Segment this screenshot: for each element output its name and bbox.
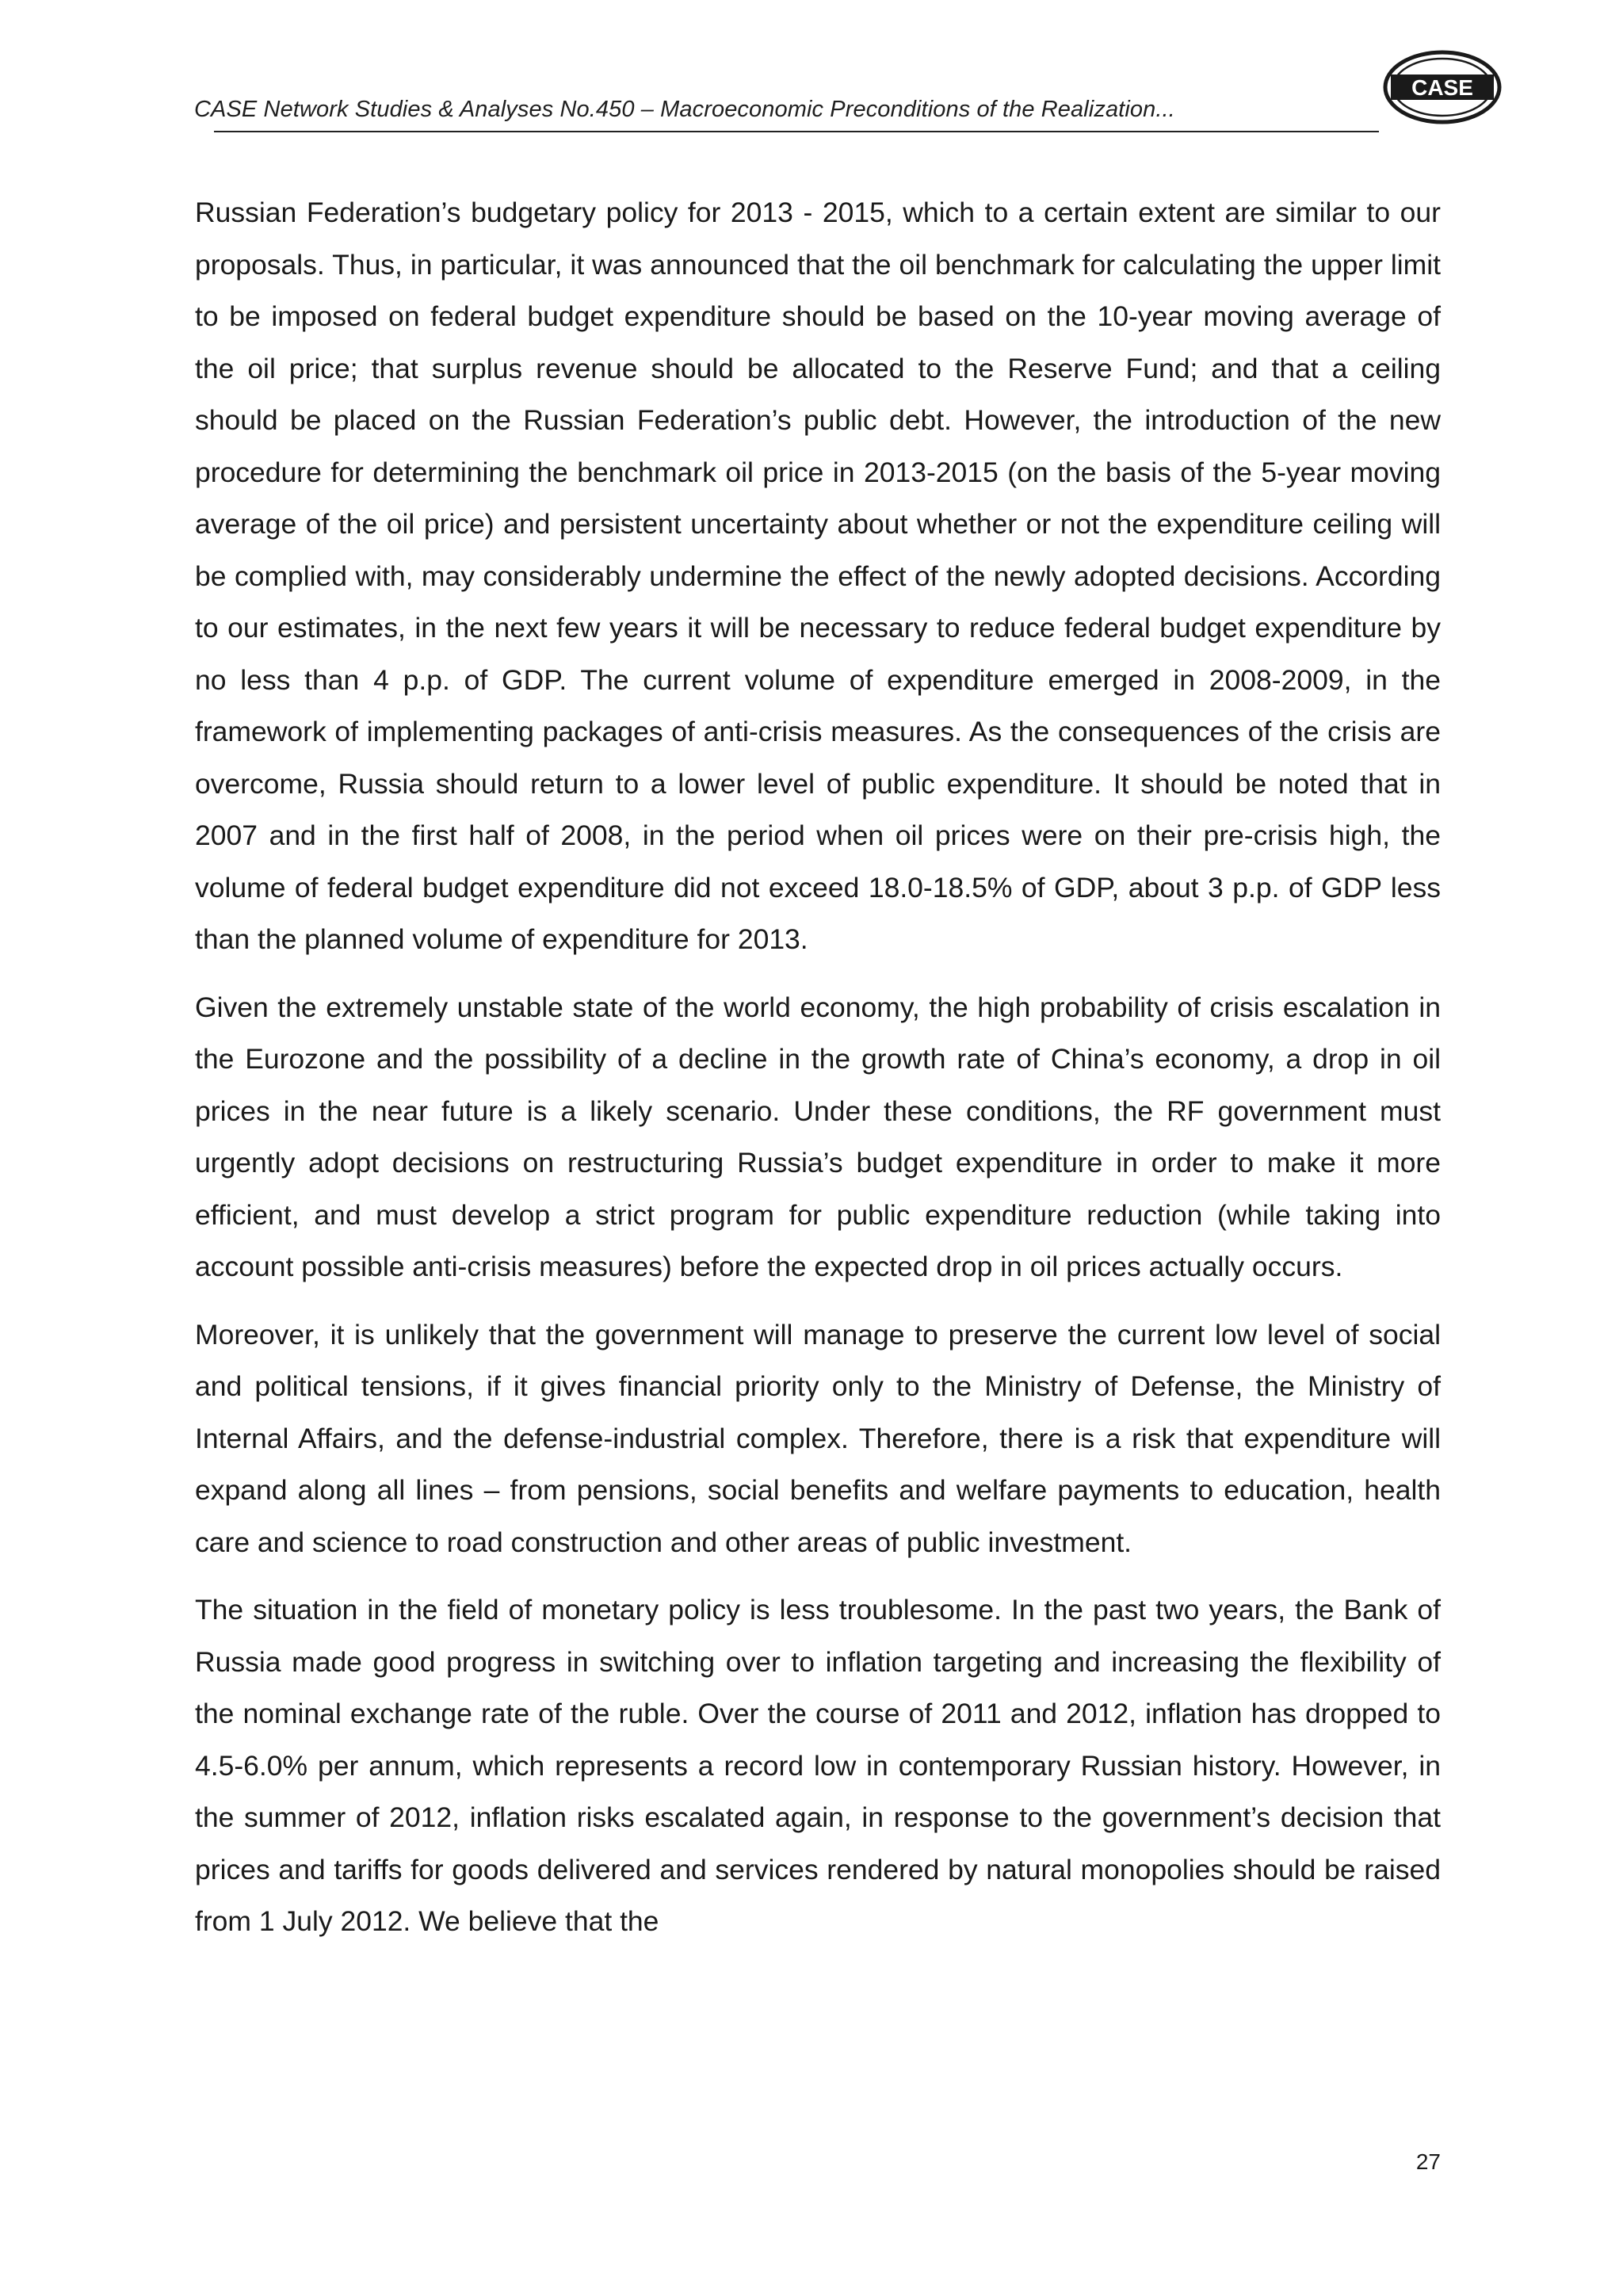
paragraph: Moreover, it is unlikely that the government will manage to preserve the current low level of social and political tensions, if it gives financial priority only to the Ministry of Defense, the Ministry of Internal Affairs, and the defense-industrial complex. Therefore, there is a risk that expenditure will expand along all lines – from pensions, social benefits and welfare payments to education, health care and science to road construction and other areas of public investment. [195,1318,1441,1558]
paragraph: Russian Federation’s budgetary policy for 2013 - 2015, which to a certain extent are similar to our proposals. Thus, in particular, it was announced that the oil benchmark for calculating the upper limit to be imposed on federal budget expenditure should be based on the 10-year moving average of the oil price; that surplus revenue should be allocated to the Reserve Fund; and that a ceiling should be placed on the Russian Federation’s public debt. However, the introduction of the new procedure for determining the benchmark oil price in 2013-2015 (on the basis of the 5-year moving average of the oil price) and persistent uncertainty about whether or not the expenditure ceiling will be complied with, may considerably undermine the effect of the newly adopted decisions. According to our estimates, in the next few years it will be necessary to reduce federal budget expenditure by no less than 4 p.p. of GDP. The current volume of expenditure emerged in 2008-2009, in the framework of implementing packages of anti-crisis measures. As the consequences of the crisis are overcome, Russia should return to a lower level of public expenditure. It should be noted that in 2007 and in the first half of 2008, in the period when oil prices were on their pre-crisis high, the volume of federal budget expenditure did not exceed 18.0-18.5% of GDP, about 3 p.p. of GDP less than the planned volume of expenditure for 2013. [195,197,1441,955]
header-rule [214,131,1379,132]
running-title: CASE Network Studies & Analyses No.450 – Macroeconomic Preconditions of the Realization... [194,97,1175,122]
case-logo [1383,49,1502,125]
paragraph: Given the extremely unstable state of the world economy, the high probability of crisis escalation in the Eurozone and the possibility of a decline in the growth rate of China’s economy, a drop in oil prices in the near future is a likely scenario. Under these conditions, the RF government must urgently adopt decisions on restructuring Russia’s budget expenditure in order to make it more efficient, and must develop a strict program for public expenditure reduction (while taking into account possible anti-crisis measures) before the expected drop in oil prices actually occurs. [195,991,1441,1282]
paragraph: The situation in the field of monetary policy is less troublesome. In the past two years, the Bank of Russia made good progress in switching over to inflation targeting and increasing the flexibility of the nominal exchange rate of the ruble. Over the course of 2011 and 2012, inflation has dropped to 4.5-6.0% per annum, which represents a record low in contemporary Russian history. However, in the summer of 2012, inflation risks escalated again, in response to the government’s decision that prices and tariffs for goods delivered and services rendered by natural monopolies should be raised from 1 July 2012. We believe that the [195,1594,1441,1937]
body-text [195,187,1441,1964]
page-number: 27 [1415,2149,1441,2174]
case-logo-icon [1383,49,1502,125]
logo-text: CASE [1411,75,1473,100]
page-header [194,44,1494,139]
